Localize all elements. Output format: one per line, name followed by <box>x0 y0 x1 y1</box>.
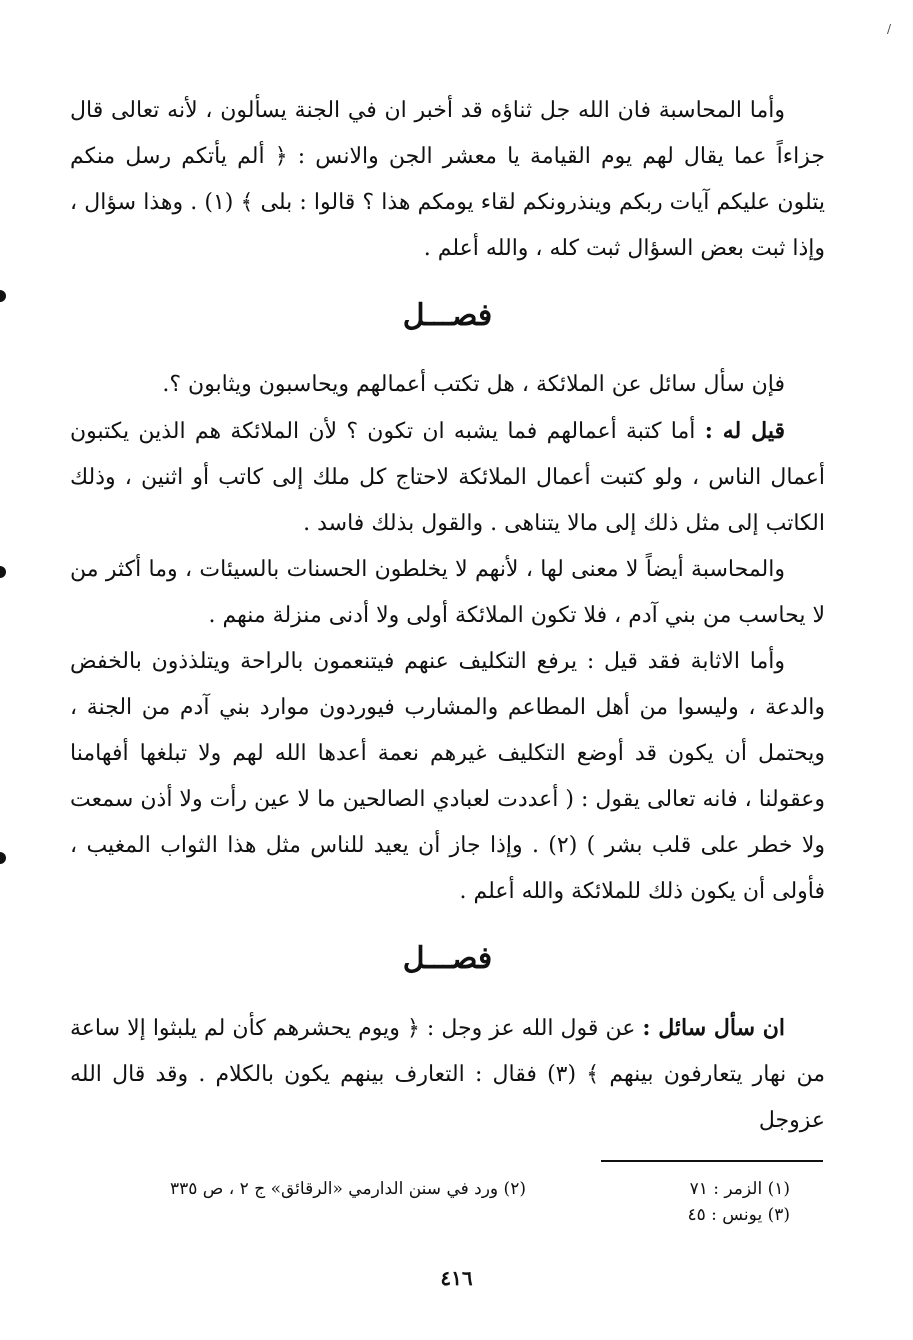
page-number: ٤١٦ <box>440 1266 473 1290</box>
footnote-3: (٣) يونس : ٤٥ <box>687 1205 790 1225</box>
answer-lead: قيل له : <box>704 418 785 444</box>
question-lead: ان سأل سائل : <box>642 1015 785 1041</box>
margin-mark <box>0 290 6 302</box>
margin-mark <box>0 852 6 864</box>
page-body <box>70 88 825 1144</box>
section-heading-1: فصـــل <box>402 298 493 333</box>
paragraph-question-gathering <box>70 1005 825 1144</box>
paragraph-reward: وأما الاثابة فقد قيل : يرفع التكليف عنهم فيتنعمون بالراحة ويتلذذون بالخفض والدعة ، وليسوا من أهل المطاعم والمشارب فيوردون موارد بني آدم من الجنة ، ويحتمل أن يكون قد أوضع التكليف غيرهم نعمة أعدها الله لهم ولا تبلغها أفهامنا وعقولنا ، فانه تعالى يقول : ( أعددت لعبادي الصالحين ما لا عين رأت ولا أذن سمعت ولا خطر على قلب بشر ) (٢) . وإذا جاز أن يعيد للناس مثل هذا الثواب المغيب ، فأولى أن يكون ذلك للملائكة والله أعلم . <box>70 649 825 904</box>
margin-mark <box>0 566 6 578</box>
footnote-row <box>170 1202 790 1228</box>
footnote-row <box>170 1176 790 1202</box>
section-heading-2: فصـــل <box>402 941 493 976</box>
paragraph-accounting-angels: والمحاسبة أيضاً لا معنى لها ، لأنهم لا يخلطون الحسنات بالسيئات ، وما أكثر من لا يحاسب من بني آدم ، فلا تكون الملائكة أولى ولا أدنى منزلة منهم . <box>70 557 825 628</box>
paragraph-answer <box>70 408 825 547</box>
footnote-2: (٢) ورد في سنن الدارمي «الرقائق» ج ٢ ، ص ٣٣٥ <box>170 1179 526 1199</box>
paragraph-accounting: وأما المحاسبة فان الله جل ثناؤه قد أخبر ان في الجنة يسألون ، لأنه تعالى قال جزاءاً عما يقال لهم يوم القيامة يا معشر الجن والانس : ﴿ ألم يأتكم رسل منكم يتلون عليكم آيات ربكم وينذرونكم لقاء يومكم هذا ؟ قالوا : بلى ﴾ (١) . وهذا سؤال ، وإذا ثبت بعض السؤال ثبت كله ، والله أعلم . <box>70 98 825 261</box>
paragraph-question-angels: فإن سأل سائل عن الملائكة ، هل تكتب أعمالهم ويحاسبون ويثابون ؟. <box>162 372 785 397</box>
answer-text: أما كتبة أعمالهم فما يشبه ان تكون ؟ لأن الملائكة هم الذين يكتبون أعمال الناس ، ولو كتبت أعمال الملائكة لاحتاج كل ملك إلى كاتب أو اثنين ، وذلك الكاتب إلى مثل ذلك إلى مالا يتناهى . والقول بذلك فاسد . <box>70 419 825 536</box>
footnote-divider <box>601 1160 823 1162</box>
footnotes <box>170 1176 790 1228</box>
footnote-1: (١) الزمر : ٧١ <box>689 1179 790 1199</box>
question-text: عن قول الله عز وجل : ﴿ ويوم يحشرهم كأن لم يلبثوا إلا ساعة من نهار يتعارفون بينهم ﴾ (٣) فقال : التعارف بينهم يكون بالكلام . وقد قال الله عزوجل <box>70 1016 825 1133</box>
scan-mark: / <box>886 22 891 36</box>
